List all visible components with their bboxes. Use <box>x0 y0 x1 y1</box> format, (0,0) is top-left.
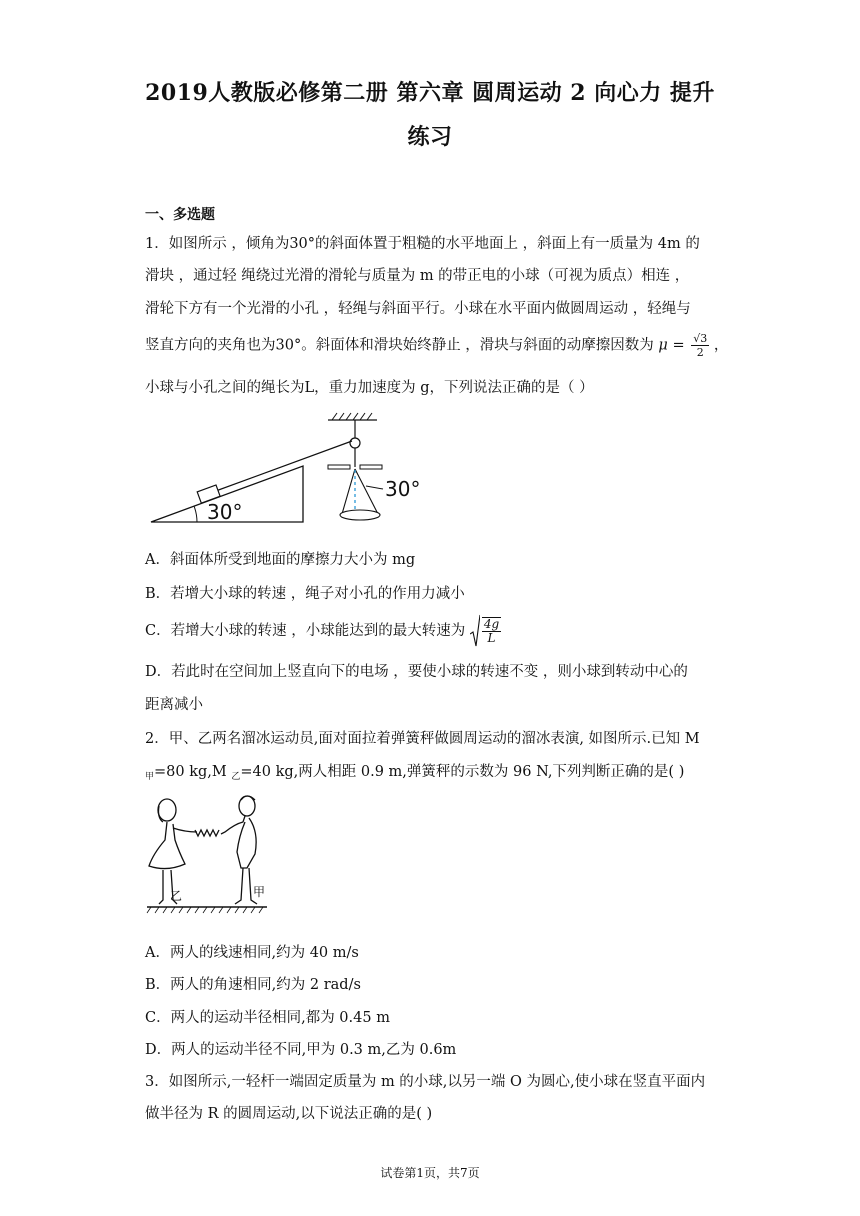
q2-line2 <box>145 760 684 782</box>
ceiling-hatch <box>332 413 372 420</box>
mu-denominator: 2 <box>696 346 704 359</box>
q2-line1: 2．甲、乙两名溜冰运动员,面对面拉着弹簧秤做圆周运动的溜冰表演, 如图所示.已知 M <box>145 731 700 747</box>
sqrt-denominator: L <box>487 631 496 645</box>
q2-option-c: C．两人的运动半径相同,都为 0.45 m <box>145 1010 390 1026</box>
q1-line4-text: 竖直方向的夹角也为30°。斜面体和滑块始终静止 ，滑块与斜面的动摩擦因数为 <box>145 337 654 354</box>
incline-angle-label: 30° <box>207 500 243 524</box>
q2-sub-yi: 乙 <box>231 772 241 782</box>
sqrt-expression <box>470 614 501 648</box>
label-jia: 甲 <box>253 885 266 899</box>
pulley-icon <box>350 438 360 448</box>
mu-symbol: μ = <box>658 337 685 354</box>
q1-line1: 1．如图所示 ，倾角为30°的斜面体置于粗糙的水平地面上 ，斜面上有一质量为 4m 的 <box>145 236 700 252</box>
page-footer: 试卷第1页，共7页 <box>380 1166 480 1180</box>
mu-numerator: √3 <box>693 332 708 345</box>
cone-angle-label: 30° <box>385 477 421 501</box>
q2-option-d: D．两人的运动半径不同,甲为 0.3 m,乙为 0.6m <box>145 1042 457 1058</box>
q1-option-c <box>145 614 501 648</box>
figure-incline-pulley <box>145 412 435 524</box>
q3-line2: 做半径为 R 的圆周运动,以下说法正确的是( ) <box>145 1106 433 1122</box>
label-yi: 乙 <box>170 889 183 903</box>
section-heading: 一、多选题 <box>145 207 215 223</box>
plate-right <box>360 465 382 469</box>
q2-line2-a: =80 kg,M <box>154 764 232 780</box>
q1-option-a: A．斜面体所受到地面的摩擦力大小为 mg <box>145 552 416 568</box>
skater-jia <box>221 796 257 904</box>
sqrt-numerator: 4g <box>483 617 500 631</box>
mu-fraction <box>691 332 709 359</box>
q1-line4-end: ， <box>713 337 729 354</box>
orbit-ellipse <box>340 510 380 520</box>
cone-left <box>342 469 355 514</box>
q2-line2-b: =40 kg,两人相距 0.9 m,弹簧秤的示数为 96 N,下列判断正确的是( ) <box>240 764 685 780</box>
q2-sub-jia: 甲 <box>145 772 155 782</box>
doc-title-line1: 2019人教版必修第二册 第六章 圆周运动 2 向心力 提升 <box>145 80 715 106</box>
q1-option-c-text: C．若增大小球的转速 ，小球能达到的最大转速为 <box>145 623 466 639</box>
q1-line3: 滑轮下方有一个光滑的小孔 ，轻绳与斜面平行。小球在水平面内做圆周运动 ，轻绳与 <box>145 301 691 317</box>
q2-option-b: B．两人的角速相同,约为 2 rad/s <box>145 977 361 993</box>
ground-hatch <box>147 907 263 913</box>
sqrt-fraction <box>482 617 501 645</box>
q1-option-d-line2: 距离减小 <box>145 697 203 713</box>
q3-line1: 3．如图所示,一轻杆一端固定质量为 m 的小球,以另一端 O 为圆心,使小球在竖直平面内 <box>145 1074 706 1090</box>
q1-line4 <box>145 332 728 359</box>
q1-line5: 小球与小孔之间的绳长为L，重力加速度为 g，下列说法正确的是（ ） <box>145 380 594 396</box>
q1-option-d-line1: D．若此时在空间加上竖直向下的电场 ，要使小球的转速不变 ，则小球到转动中心的 <box>145 664 688 680</box>
q1-line2: 滑块 ，通过轻 绳绕过光滑的滑轮与质量为 m 的带正电的小球（可视为质点）相连 ， <box>145 268 690 284</box>
figure-skaters <box>145 792 270 917</box>
q2-option-a: A．两人的线速相同,约为 40 m/s <box>145 945 359 961</box>
angle-pointer <box>366 486 383 489</box>
spring-scale <box>195 830 219 836</box>
q1-option-b: B．若增大小球的转速 ，绳子对小孔的作用力减小 <box>145 586 465 602</box>
doc-title-line2: 练习 <box>407 124 453 150</box>
radical-sign <box>470 614 480 648</box>
cone-right <box>355 469 378 514</box>
plate-left <box>328 465 350 469</box>
